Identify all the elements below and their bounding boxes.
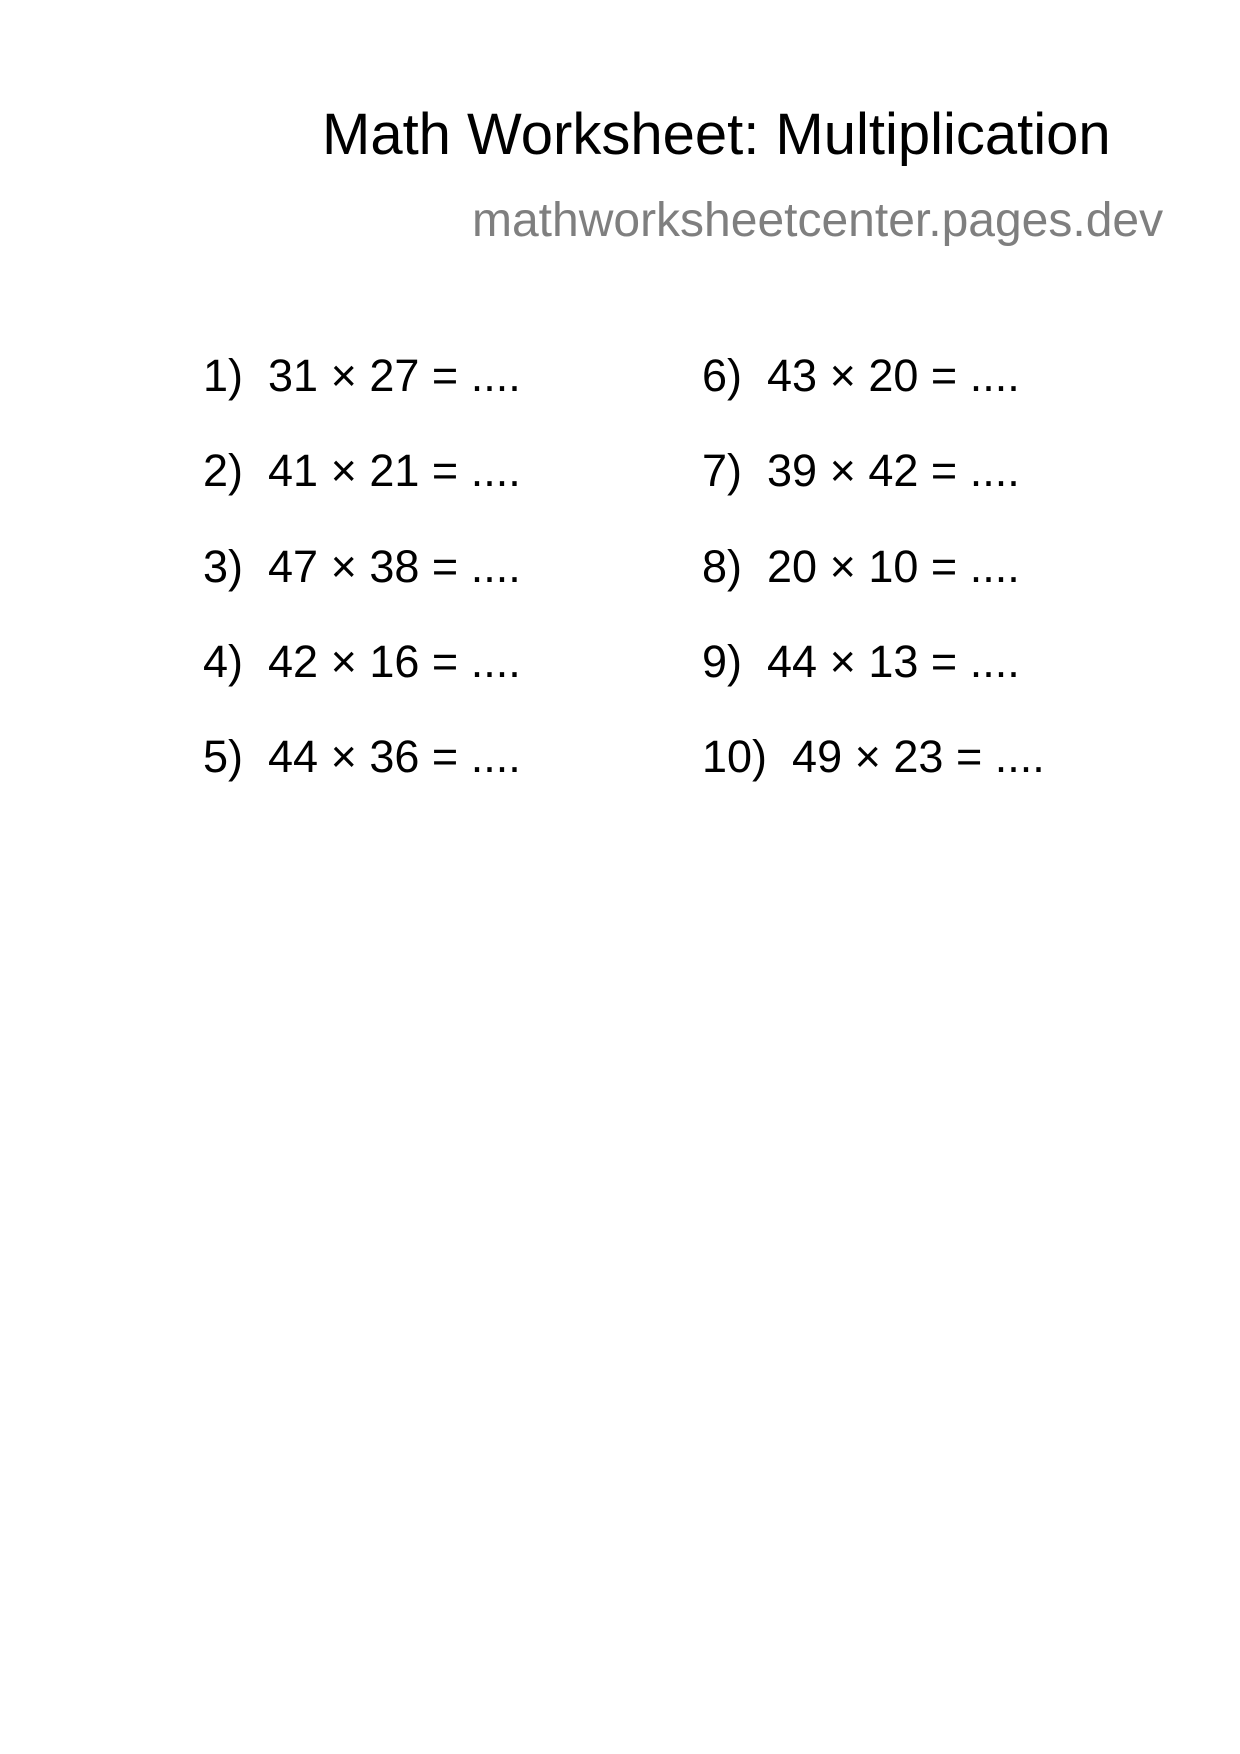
problem-item: 8) 20 × 10 = ....: [702, 540, 1020, 592]
problem-item: 4) 42 × 16 = ....: [203, 635, 521, 687]
problem-item: 6) 43 × 20 = ....: [702, 350, 1020, 401]
problem-item: 2) 41 × 21 = ....: [203, 445, 521, 497]
problem-item: 1) 31 × 27 = ....: [203, 350, 521, 401]
problem-column-left: [203, 328, 521, 804]
problem-item: 5) 44 × 36 = ....: [203, 731, 521, 783]
problem-item: 9) 44 × 13 = ....: [702, 635, 1020, 687]
website-url: mathworksheetcenter.pages.dev: [472, 194, 1164, 247]
worksheet-title: Math Worksheet: Multiplication: [322, 102, 1111, 167]
problem-item: 3) 47 × 38 = ....: [203, 540, 521, 592]
problem-column-right: [702, 328, 1045, 804]
problem-item: 10) 49 × 23 = ....: [702, 731, 1045, 783]
problem-item: 7) 39 × 42 = ....: [702, 445, 1020, 497]
